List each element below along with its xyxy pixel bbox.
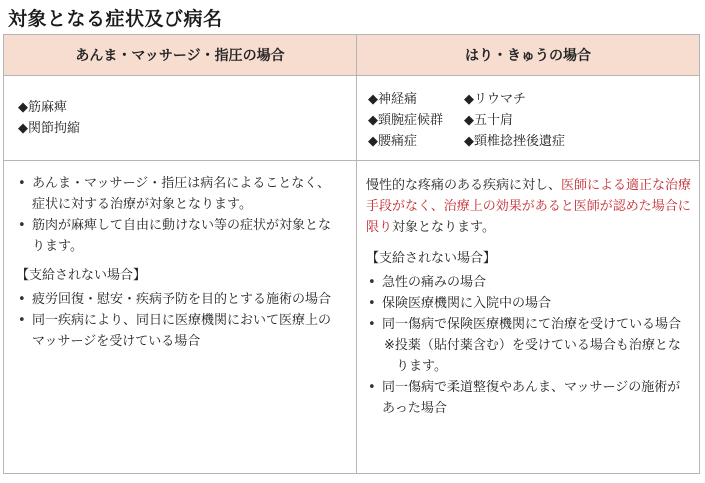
header-divider [4,75,699,76]
massage-conditions [18,97,80,139]
intro-highlight: 医師による適正な治療手段がなく、治療上の効果があると医師が認めた場合に限り [366,178,692,235]
note-text: ※投薬（貼付薬含む）を受けている場合も治療となります。 [384,338,681,374]
massage-details [16,173,341,352]
section-title: 【支給されない場合】 [16,268,147,283]
list-item: • 筋肉が麻痺して自由に動けない等の症状が対象となります。 [16,215,341,257]
acupuncture-details [366,175,692,419]
header-acupuncture: はり・きゅうの場合 [357,35,699,75]
condition-item: ◆筋麻痺 [18,100,67,115]
list-item: • 保険医療機関に入院中の場合 [366,293,692,314]
condition-item: ◆頸腕症候群 [368,113,443,128]
condition-item: ◆頸椎捻挫後遺症 [464,134,565,149]
condition-item: ◆神経痛 [368,92,417,107]
condition-item: ◆リウマチ [464,92,526,107]
header-massage: あんま・マッサージ・指圧の場合 [4,35,356,75]
intro-post: 対象となります。 [392,220,495,235]
list-item: • あんま・マッサージ・指圧は病名によることなく、症状に対する治療が対象となります。 [16,173,341,215]
section-title: 【支給されない場合】 [366,251,497,266]
page-title: 対象となる症状及び病名 [8,8,223,30]
list-item: • 急性の痛みの場合 [366,272,692,293]
row-divider [4,160,699,161]
condition-item: ◆五十肩 [464,113,513,128]
conditions-table [3,34,700,474]
list-item: • 疲労回復・慰安・疾病予防を目的とする施術の場合 [16,289,341,310]
list-item: • 同一疾病により、同日に医療機関において医療上のマッサージを受けている場合 [16,310,341,352]
column-divider [356,35,357,473]
intro-text [366,175,692,238]
acupuncture-conditions [368,89,565,152]
intro-pre: 慢性的な疼痛のある疾病に対し、 [366,178,562,193]
list-item: • 同一傷病で保険医療機関にて治療を受けている場合 [366,314,692,335]
condition-item: ◆関節拘縮 [18,121,80,136]
condition-item: ◆腰痛症 [368,134,417,149]
list-item: • 同一傷病で柔道整復やあんま、マッサージの施術があった場合 [366,377,692,419]
